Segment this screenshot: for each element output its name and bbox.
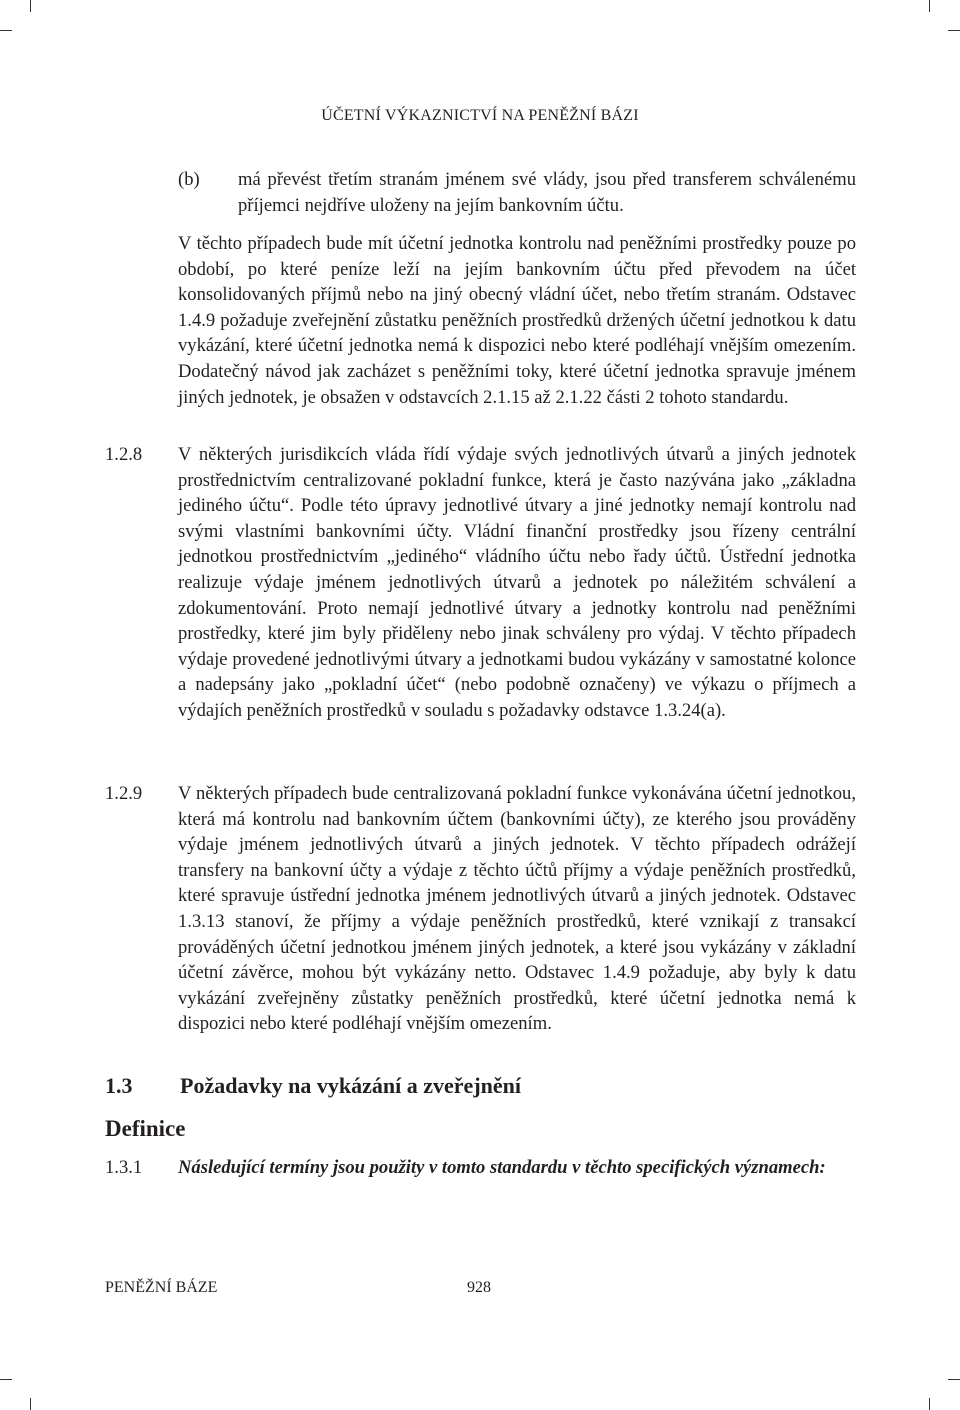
crop-mark-bottom-left-h <box>0 1379 12 1380</box>
crop-mark-top-left <box>30 0 31 12</box>
paragraph-continuation: V těchto případech bude mít účetní jednotka kontrolu nad peněžními prostředky pouze po období, po které peníze leží na jejím bankovním účtu před převodem na účet konsolidovaných příjmů nebo na jiný obecný vládní účet, nebo třetím stranám. Odstavec 1.4.9 požaduje zveřejnění zůstatku peněžních prostředků držených účetní jednotkou k datu vykázání, které účetní jednotka nemá k dispozici nebo které podléhají vnějším omezením. Dodatečný návod jak zacházet s peněžními toky, které účetní jednotka spravuje jménem jiných jednotek, je obsažen v odstavcích 2.1.15 až 2.1.22 části 2 tohoto standardu. <box>178 233 856 408</box>
running-header: ÚČETNÍ VÝKAZNICTVÍ NA PENĚŽNÍ BÁZI <box>321 107 639 124</box>
subheading-definitions: Definice <box>105 1116 186 1141</box>
paragraph-1-3-1: Následující termíny jsou použity v tomto standardu v těchto specifických významech: <box>178 1157 826 1178</box>
paragraph-number-1-2-8: 1.2.8 <box>105 444 143 465</box>
section-heading-1-3 <box>105 1073 521 1099</box>
crop-mark-top-right-h <box>948 30 960 31</box>
page-number: 928 <box>467 1279 491 1296</box>
section-title: Požadavky na vykázání a zveřejnění <box>180 1073 521 1098</box>
crop-mark-bottom-left <box>30 1398 31 1410</box>
paragraph-1-2-9: V některých případech bude centralizovaná pokladní funkce vykonávána účetní jednotkou, která má kontrolu nad bankovním účtem (bankovními účty), ze kterého jsou prováděny výdaje jménem jednotlivých útvarů a jiných jednotek. V těchto případech odrážejí transfery na bankovní účty a výdaje z těchto účtů příjmy a výdaje peněžních prostředků, které spravuje ústřední jednotka jménem jednotlivých útvarů a jiných jednotek. Odstavec 1.3.13 stanoví, že příjmy a výdaje peněžních prostředků, které vznikají z transakcí prováděných účetní jednotkou jménem jiných jednotek, a které jsou vykázány v základní účetní závěrce, mohou být vykázány netto. Odstavec 1.4.9 požaduje, aby byly k datu vykázání zveřejněny zůstatky peněžních prostředků, které účetní jednotka nemá k dispozici nebo které podléhají vnějším omezením. <box>178 783 856 1035</box>
item-b-label: (b) <box>178 169 200 190</box>
paragraph-number-1-2-9: 1.2.9 <box>105 783 143 804</box>
paragraph-1-2-8: V některých jurisdikcích vláda řídí výdaje svých jednotlivých útvarů a jiných jednotek prostřednictvím centralizované pokladní funkce, která je často nazývána jako „základna jediného účtu“. Podle této úpravy jednotlivé útvary a jiné jednotky nemají kontrolu nad svými vlastními bankovními účty. Vládní finanční prostředky jsou řízeny centrální jednotkou prostřednictvím „jediného“ vládního účtu nebo řady účtů. Ústřední jednotka realizuje výdaje jménem jednotlivých útvarů a jednotek po náležitém schválení a zdokumentování. Proto nemají jednotlivé útvary a jednotky kontrolu nad peněžními prostředky, které jim byly přiděleny nebo jinak schváleny pro výdaj. V těchto případech výdaje provedené jednotlivými útvary a jednotkami budou vykázány v samostatné kolonce a nadepsány jako „pokladní účet“ (nebo podobně označeny) ve výkazu o příjmech a výdajích peněžních prostředků v souladu s požadavky odstavce 1.3.24(a). <box>178 444 856 721</box>
paragraph-number-1-3-1: 1.3.1 <box>105 1157 143 1178</box>
footer-title: PENĚŽNÍ BÁZE <box>105 1279 218 1296</box>
crop-mark-bottom-right <box>929 1398 930 1410</box>
crop-mark-top-left-h <box>0 30 12 31</box>
item-b-text: má převést třetím stranám jménem své vlády, jsou před transferem schválenému příjemci nejdříve uloženy na jejím bankovním účtu. <box>238 169 856 216</box>
crop-mark-top-right <box>929 0 930 12</box>
section-number: 1.3 <box>105 1073 133 1098</box>
crop-mark-bottom-right-h <box>948 1379 960 1380</box>
